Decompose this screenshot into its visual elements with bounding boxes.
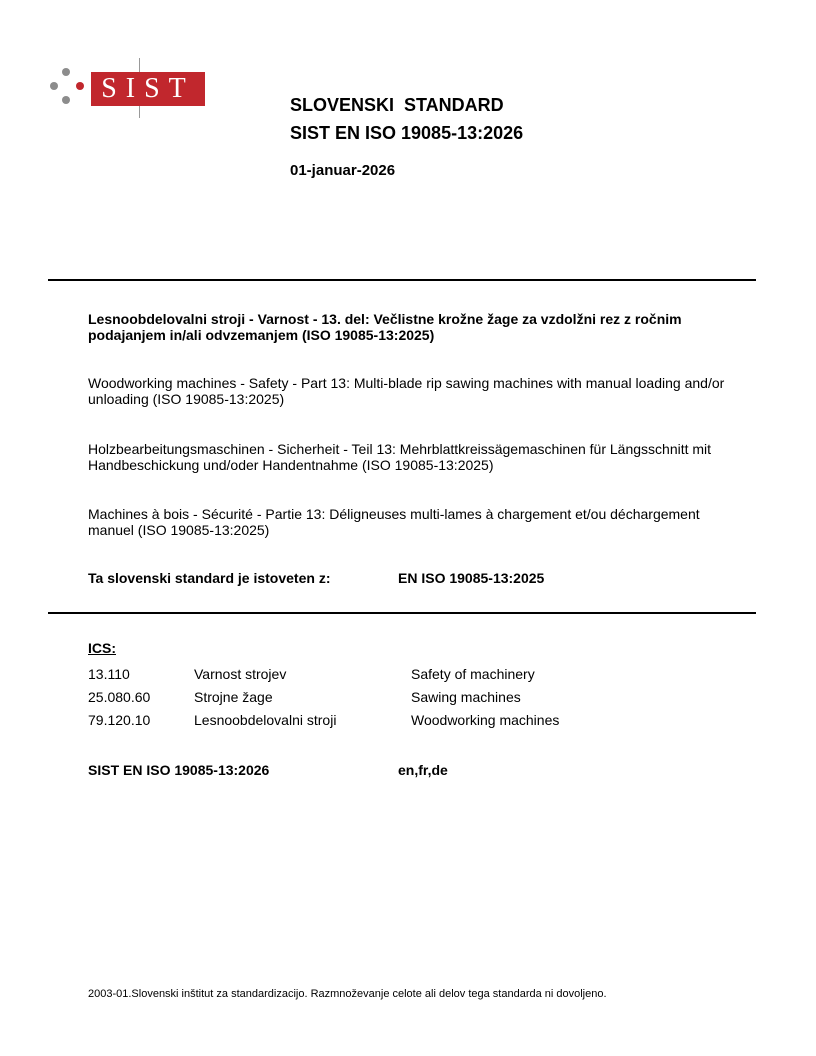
identical-label: Ta slovenski standard je istoveten z: <box>88 570 331 586</box>
title-french: Machines à bois - Sécurité - Partie 13: Déligneuses multi-lames à chargement et/ou déchargement manuel (ISO 19085-13:2025) <box>88 506 700 538</box>
ics-code: 13.110 <box>88 666 130 682</box>
bottom-rule <box>48 612 756 614</box>
ics-english: Safety of machinery <box>411 666 535 682</box>
summary-standard: SIST EN ISO 19085-13:2026 <box>88 762 270 778</box>
summary-languages: en,fr,de <box>398 762 448 778</box>
standard-number-title: SIST EN ISO 19085-13:2026 <box>290 123 524 143</box>
sist-logo: SIST <box>91 72 205 106</box>
title-slovenian: Lesnoobdelovalni stroji - Varnost - 13. del: Večlistne krožne žage za vzdolžni rez z ročnim podajanjem in/ali odvzemanjem (ISO 19085-13:2025) <box>88 311 682 343</box>
ics-slovenian: Varnost strojev <box>194 666 287 682</box>
identical-value: EN ISO 19085-13:2025 <box>398 570 545 586</box>
standard-type-title: SLOVENSKI STANDARD <box>290 95 504 115</box>
ics-code: 25.080.60 <box>88 689 151 705</box>
ics-code: 79.120.10 <box>88 712 151 728</box>
copyright-footer: 2003-01.Slovenski inštitut za standardizacijo. Razmnoževanje celote ali delov tega standarda ni dovoljeno. <box>88 988 607 1000</box>
title-english: Woodworking machines - Safety - Part 13: Multi-blade rip sawing machines with manual loading and/or unloading (ISO 19085-13:2025) <box>88 375 725 407</box>
ics-slovenian: Strojne žage <box>194 689 273 705</box>
ics-slovenian: Lesnoobdelovalni stroji <box>194 712 337 728</box>
title-german: Holzbearbeitungsmaschinen - Sicherheit - Teil 13: Mehrblattkreissägemaschinen für Längsschnitt mit Handbeschickung und/oder Handentnahme (ISO 19085-13:2025) <box>88 441 712 473</box>
publication-date: 01-januar-2026 <box>290 162 396 179</box>
ics-english: Sawing machines <box>411 689 521 705</box>
ics-english: Woodworking machines <box>411 712 560 728</box>
ics-heading: ICS: <box>88 640 116 656</box>
logo-dots <box>48 66 88 110</box>
top-rule <box>48 279 756 281</box>
